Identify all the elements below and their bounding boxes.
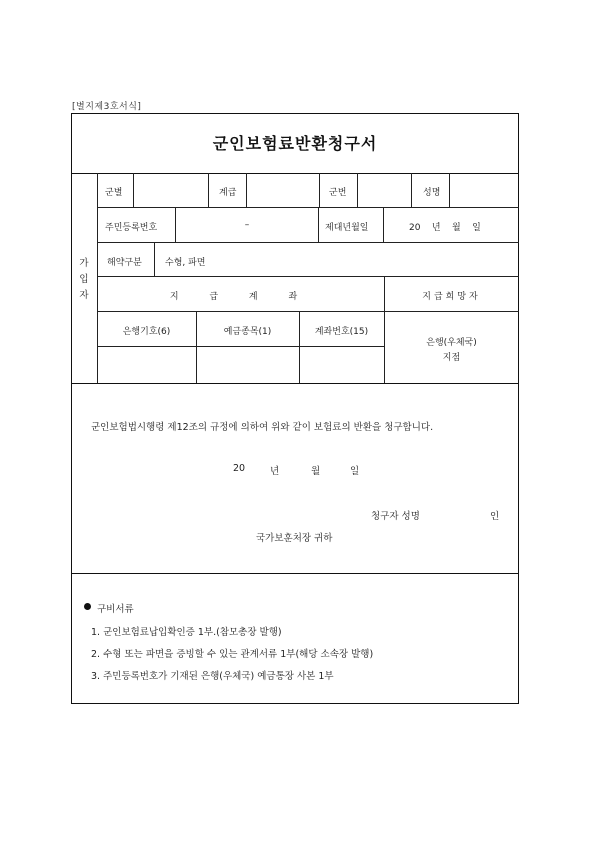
addressee: 국가보훈처장 귀하	[256, 533, 333, 544]
payee-label: 지급희망자	[422, 292, 481, 302]
branch-label: 지점	[442, 353, 461, 363]
service-number-field[interactable]	[358, 174, 410, 206]
discharge-date-field[interactable]: 20 년 월 일	[409, 223, 481, 233]
section-divider	[71, 383, 519, 384]
deposit-type-field[interactable]	[197, 347, 298, 382]
bullet-icon	[84, 603, 91, 610]
seal-mark: 인	[490, 511, 500, 522]
form-title: 군인보험료반환청구서	[212, 134, 378, 153]
rrn-field[interactable]: –	[244, 220, 250, 230]
discharge-date-label: 제대년월일	[325, 223, 369, 233]
rank-field[interactable]	[247, 174, 318, 206]
document-item-3: 3. 주민등록번호가 기재된 은행(우체국) 예금통장 사본 1부	[91, 671, 334, 682]
account-number-field[interactable]	[300, 347, 383, 382]
name-field[interactable]	[450, 174, 518, 206]
unit-label: 군별	[105, 188, 123, 198]
service-number-label: 군번	[329, 188, 347, 198]
documents-divider	[71, 573, 519, 574]
claim-statement: 군인보험법시행령 제12조의 규정에 의하여 위와 같이 보험료의 반환을 청구합니다.	[91, 422, 434, 433]
form-code: [별지제3호서식]	[72, 102, 142, 112]
payment-account-label: 지 급 계 좌	[169, 292, 312, 302]
rrn-label: 주민등록번호	[105, 223, 158, 233]
unit-field[interactable]	[134, 174, 207, 206]
document-item-2: 2. 수형 또는 파면을 증빙할 수 있는 관계서류 1부(해당 소속장 발행)	[91, 649, 374, 660]
bank-branch-label: 은행(우체국)	[426, 338, 477, 348]
claim-date-day-unit: 일	[350, 466, 360, 477]
documents-heading: 구비서류	[97, 604, 134, 615]
bank-code-label: 은행기호(6)	[122, 327, 171, 337]
termination-type-value: 수형, 파면	[165, 258, 206, 268]
termination-type-label: 해약구분	[107, 258, 142, 268]
rank-label: 계급	[219, 188, 237, 198]
account-number-label: 계좌번호(15)	[314, 327, 369, 337]
claimant-name-label: 청구자 성명	[371, 511, 420, 522]
name-label: 성명	[423, 188, 441, 198]
claim-date-month-unit: 월	[311, 466, 321, 477]
claim-date-year: 20	[233, 463, 246, 474]
deposit-type-label: 예금종목(1)	[223, 327, 272, 337]
applicant-label: 가 입 자	[79, 258, 89, 301]
bank-code-field[interactable]	[98, 347, 195, 382]
document-item-1: 1. 군인보험료납입확인증 1부.(참모총장 발행)	[91, 627, 282, 638]
claim-date-year-unit: 년	[270, 466, 280, 477]
